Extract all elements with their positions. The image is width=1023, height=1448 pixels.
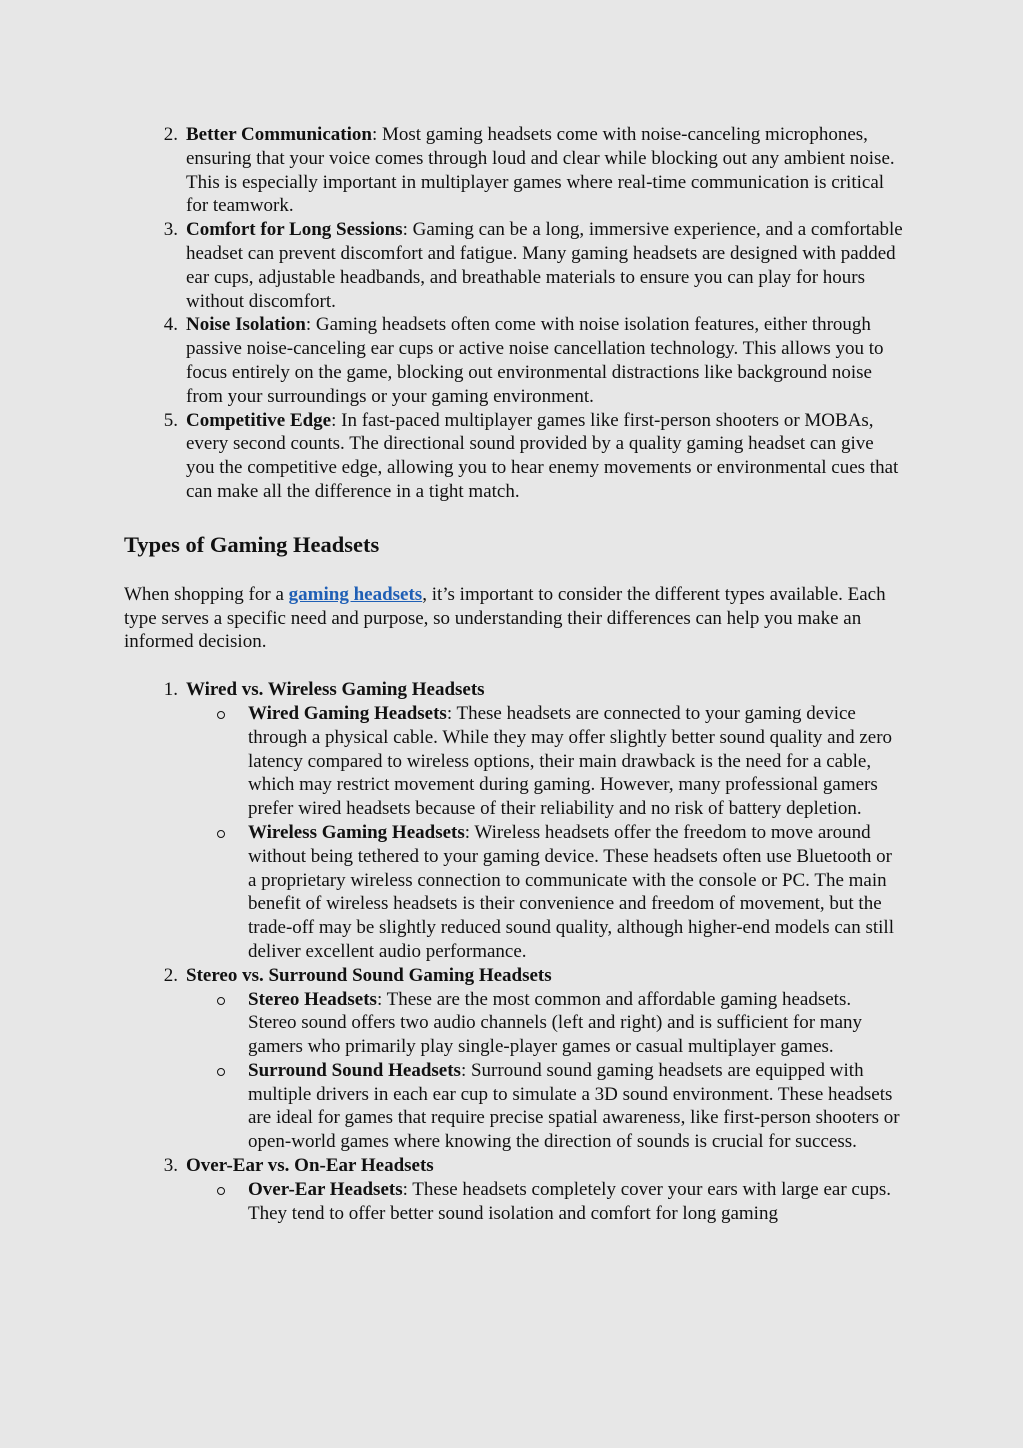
intro-text-before: When shopping for a: [124, 583, 289, 605]
hollow-bullet-icon: [217, 711, 225, 719]
list-number: 2 .: [152, 964, 178, 988]
sub-term: Over-Ear Headsets: [248, 1178, 403, 1200]
sub-item: [186, 1178, 904, 1226]
sub-term: Surround Sound Headsets: [248, 1059, 461, 1081]
section-heading: Types of Gaming Headsets: [124, 531, 380, 557]
sub-list: [186, 988, 904, 1155]
sub-text: : Wireless headsets offer the freedom to move around without being tethered to your gaming device. These headsets often use Bluetooth or a proprietary wireless connection to communicate with the console or PC. The main benefit of wireless headsets is their convenience and freedom of movement, but the trade-off may be slightly reduced sound quality, although higher-end models can still deliver excellent audio performance.: [248, 821, 894, 962]
sub-item: [186, 821, 904, 964]
hollow-bullet-icon: [217, 830, 225, 838]
sub-text: : These are the most common and affordable gaming headsets. Stereo sound offers two audio channels (left and right) and is sufficient for many gamers who primarily play single-player games or casual multiplayer games.: [248, 988, 863, 1058]
list-item: [124, 313, 904, 408]
list-term: Competitive Edge: [186, 409, 332, 431]
hollow-bullet-icon: [217, 997, 225, 1005]
hollow-bullet-icon: [217, 1187, 225, 1195]
type-title: Wired vs. Wireless Gaming Headsets: [186, 679, 485, 701]
list-text: : Gaming can be a long, immersive experience, and a comfortable headset can prevent discomfort and fatigue. Many gaming headsets are designed with padded ear cups, adjustable headbands, and breathable materials to ensure you can play for hours without discomfort.: [186, 219, 903, 312]
sub-term: Stereo Headsets: [248, 988, 377, 1010]
type-item: [124, 964, 904, 1154]
section-intro: [124, 583, 904, 654]
list-number: 1 .: [152, 678, 178, 702]
sub-text: : Surround sound gaming headsets are equipped with multiple drivers in each ear cup to simulate a 3D sound environment. These headsets are ideal for games that require precise spatial awareness, like first-person shooters or open-world games where knowing the direction of sounds is crucial for success.: [248, 1059, 900, 1153]
list-item: [124, 409, 904, 504]
list-number: 4 .: [152, 313, 178, 337]
page-content: [124, 123, 904, 1225]
list-text: : Gaming headsets often come with noise isolation features, either through passive noise-canceling ear cups or active noise cancellation technology. This allows you to focus entirely on the game, blocking out environmental distractions like background noise from your surroundings or your gaming environment.: [186, 314, 884, 407]
list-term: Comfort for Long Sessions: [186, 219, 403, 241]
hollow-bullet-icon: [217, 1068, 225, 1076]
list-term: Better Communication: [186, 124, 372, 145]
list-number: 5 .: [152, 409, 178, 433]
benefits-list: [124, 123, 904, 504]
sub-text: : These headsets are connected to your gaming device through a physical cable. While they may offer slightly better sound quality and zero latency compared to wireless options, their main drawback is the need for a cable, which may restrict movement during gaming. However, many professional gamers prefer wired headsets because of their reliability and no risk of battery depletion.: [248, 702, 893, 820]
list-text: : Most gaming headsets come with noise-canceling microphones, ensuring that your voice comes through loud and clear while blocking out any ambient noise. This is especially important in multiplayer games where real-time communication is critical for teamwork.: [186, 124, 895, 217]
list-number: 3 .: [152, 218, 178, 242]
list-number: 3 .: [152, 1154, 178, 1178]
type-title: Over-Ear vs. On-Ear Headsets: [186, 1155, 434, 1177]
sub-term: Wireless Gaming Headsets: [248, 821, 465, 843]
intro-text-after: , it’s important to consider the different types available. Each type serves a specific need and purpose, so understanding their differences can help you make an informed decision.: [124, 583, 886, 653]
sub-list: [186, 1178, 904, 1226]
list-number: 2 .: [152, 123, 178, 147]
list-item: [124, 123, 904, 218]
sub-item: [186, 988, 904, 1059]
headset-types-list: [124, 678, 904, 1225]
sub-item: [186, 702, 904, 821]
type-item: [124, 1154, 904, 1225]
sub-term: Wired Gaming Headsets: [248, 702, 447, 724]
type-item: [124, 678, 904, 964]
list-item: [124, 218, 904, 313]
gaming-headsets-link[interactable]: gaming headsets: [288, 583, 423, 605]
list-term: Noise Isolation: [186, 314, 306, 336]
list-text: : In fast-paced multiplayer games like first-person shooters or MOBAs, every second counts. The directional sound provided by a quality gaming headset can give you the competitive edge, allowing you to hear enemy movements or environmental cues that can make all the difference in a tight match.: [186, 409, 899, 502]
sub-item: [186, 1059, 904, 1154]
type-title: Stereo vs. Surround Sound Gaming Headsets: [186, 964, 552, 986]
sub-text: : These headsets completely cover your ears with large ear cups. They tend to offer better sound isolation and comfort for long gaming: [248, 1178, 891, 1224]
sub-list: [186, 702, 904, 964]
